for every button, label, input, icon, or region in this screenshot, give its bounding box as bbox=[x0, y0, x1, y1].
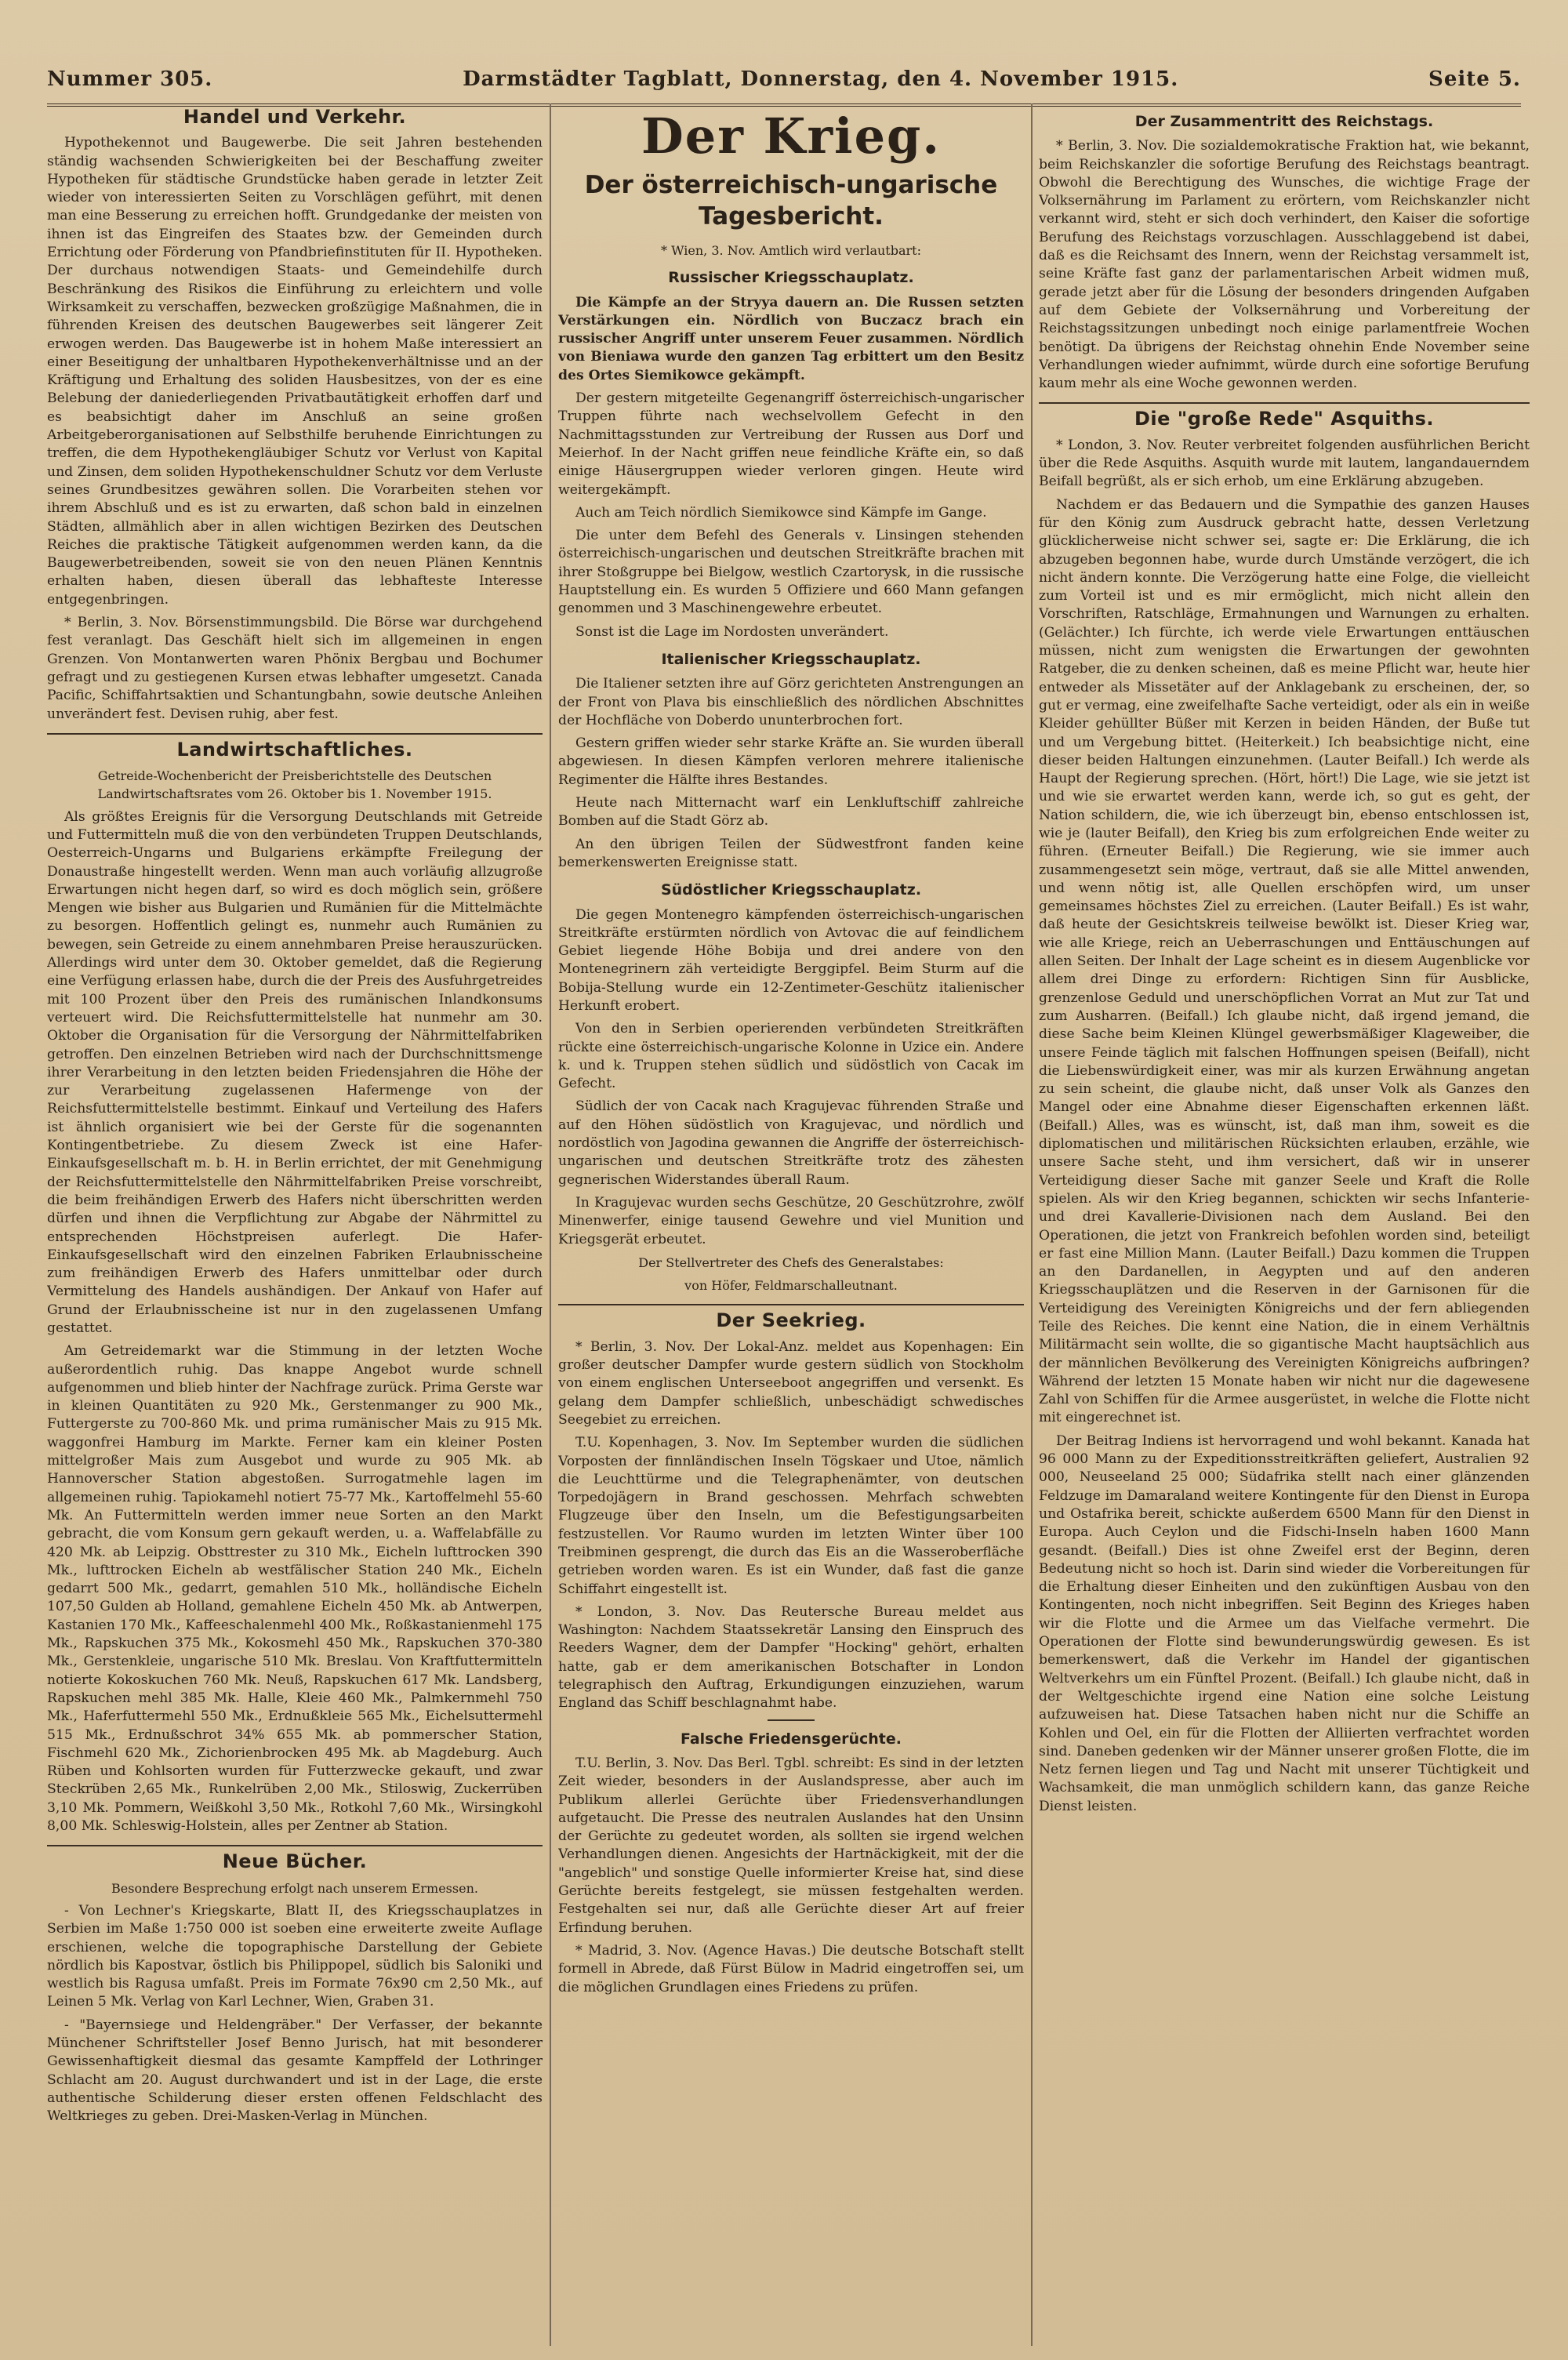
masthead bbox=[47, 60, 1521, 107]
article-paragraph: Als größtes Ereignis für die Versorgung Deutschlands mit Getreide und Futtermitteln muß die von den verbündeten Truppen Deutschlands, Oesterreich-Ungarns und Bulgariens erkämpfte Freilegung der Donaustraße hingestellt werden. Wenn man auch vorläufig allzugroße Erwartungen nicht hegen darf, so wird es doch möglich sein, größere Mengen wie bisher aus Bulgarien und Rumänien für die Mittelmächte zu besorgen. Hoffentlich gelingt es, nunmehr auch Rumänien zu bewegen, sein Getreide zu einem annehmbaren Preise herauszurücken. Allerdings wird unter dem 30. Oktober gemeldet, daß die Regierung eine Verfügung erlassen habe, durch die der Preis des Ausfuhrgetreides mit 100 Prozent über den Preis des rumänischen Inlandkonsums verteuert wird. Die Reichsfuttermittelstelle hat nunmehr am 30. Oktober die Organisation für die Versorgung der Nährmittelfabriken getroffen. Den einzelnen Betrieben wird nach der Durchschnittsmenge ihrer Verarbeitung in den letzten beiden Friedensjahren die Höhe der zur Verarbeitung zugelassenen Hafermenge von der Reichsfuttermittelstelle bestimmt. Einkauf und Verteilung des Hafers ist ähnlich organisiert wie bei der Gerste für die sogenannten Kontingentbetriebe. Zu diesem Zweck ist eine Hafer-Einkaufsgesellschaft m. b. H. in Berlin errichtet, der mit Genehmigung der Reichsfuttermittelstelle den Nährmittelfabriken Preise vorschreibt, die beim freihändigen Erwerb des Hafers nicht überschritten werden dürfen und ihnen die Verpflichtung zur Abgabe der Nährmittel zu entsprechenden Höchstpreisen auferlegt. Die Hafer-Einkaufsgesellschaft wird den einzelnen Fabriken Erlaubnisscheine zum freihändigen Erwerb des Hafers unmittelbar oder durch Vermittelung des Handels aushändigen. Der Ankauf von Hafer auf Grund der Erlaubnisscheine ist nur in den zugelassenen Umfang gestattet. bbox=[47, 808, 543, 1336]
article-paragraph: Südlich der von Cacak nach Kragujevac führenden Straße und auf den Höhen südöstlich von Kragujevac, und nördlich und nordöstlich von Jagodina gewannen die Angriffe der österreichisch-ungarischen und deutschen Streitkräfte trotz des zähesten gegnerischen Widerstandes überall Raum. bbox=[558, 1098, 1024, 1188]
article-paragraph: Hypothekennot und Baugewerbe. Die seit Jahren bestehenden ständig wachsenden Schwierigkeiten bei der Beschaffung zweiter Hypotheken für städtische Grundstücke haben gerade in letzter Zeit wieder von interessierten Seiten zu Vorschlägen geführt, mit denen man eine Besserung zu erreichen hofft. Grundgedanke der meisten von ihnen ist das Eingreifen des Staates bzw. der Gemeinden durch Errichtung oder Förderung von Pfandbriefinstituten für II. Hypotheken. Der durchaus notwendigen Staats- und Gemeindehilfe durch Beschränkung des Risikos die Einführung zu erleichtern und volle Wirksamkeit zu verschaffen, bezwecken großzügige Maßnahmen, die in führenden Kreisen des deutschen Baugewerbes seit längerer Zeit erwogen werden. Das Baugewerbe ist in hohem Maße interessiert an einer Beseitigung der unhaltbaren Hypothekenverhältnisse und an der Kräftigung und Erhaltung des soliden Hausbesitzes, von der es eine Belebung der daniederliegenden Privatbautätigkeit erhoffen darf und es beabsichtigt daher im Anschluß an seine großen Arbeitgeberorganisationen auf Selbsthilfe beruhende Einrichtungen zu treffen, die dem Hypothekengläubiger Schutz vor Verlust von Kapital und Zinsen, dem soliden Hypothekenschuldner Schutz vor dem Verluste seines Grundbesitzes gewähren sollen. Die Vorarbeiten stehen vor ihrem Abschluß und es ist zu erwarten, daß schon bald in einzelnen Städten, allmählich aber in allen wichtigen Bezirken des Deutschen Reiches die praktische Tätigkeit aufgenommen werden kann, da die Baugewerbetreibenden, soweit sie von den neuen Plänen Kenntnis erhalten haben, diesen überall das lebhafteste Interesse entgegenbringen. bbox=[47, 135, 543, 608]
column-middle bbox=[558, 103, 1024, 2346]
article-paragraph: Der gestern mitgeteilte Gegenangriff österreichisch-ungarischer Truppen führte nach wechselvollem Gefecht in den Nachmittagsstunden zur Vertreibung der Russen aus Dorf und Meierhof. In der Nacht griffen neue feindliche Kräfte ein, so daß einige Häusergruppen wieder verloren gingen. Heute wird weitergekämpft. bbox=[558, 390, 1024, 498]
divider bbox=[768, 1719, 815, 1721]
article-paragraph: * Madrid, 3. Nov. (Agence Havas.) Die deutsche Botschaft stellt formell in Abrede, daß Fürst Bülow in Madrid eingetroffen sei, um die möglichen Grundlagen eines Friedens zu prüfen. bbox=[558, 1942, 1024, 1995]
section-title-russian-front: Russischer Kriegsschauplatz. bbox=[668, 269, 914, 287]
section-title-trade: Handel und Verkehr. bbox=[183, 106, 407, 128]
article-paragraph: * London, 3. Nov. Reuter verbreitet folgenden ausführlichen Bericht über die Rede Asquiths. Asquith wurde mit lautem, langandauerndem Beifall begrüßt, als er sich erhob, um eine Erklärung abzugeben. bbox=[1039, 437, 1530, 490]
section-title-books: Neue Bücher. bbox=[222, 1850, 368, 1873]
column-rule-right bbox=[1031, 103, 1033, 2346]
article-paragraph: Nachdem er das Bedauern und die Sympathie des ganzen Hauses für den König zum Ausdruck gebracht hatte, dessen Verletzung glücklicherweise nicht schwer sei, sagte er: Die Erklärung, die ich abzugeben begonnen habe, wurde durch Umstände verzögert, die ich nicht ändern konnte. Die Verzögerung hatte eine Folge, die vielleicht zum Vorteil ist und es mir ermöglicht, mich nicht allein den Vorschriften, Ratschläge, Ermahnungen und Warnungen zu erhalten. (Gelächter.) Ich fürchte, ich werde viele Erwartungen enttäuschen müssen, nicht zum wenigsten die Erwartungen der gewohnten Ratgeber, die zu denken scheinen, daß es meine Pflicht war, heute hier entweder als Missetäter auf der Anklagebank zu erscheinen, der, so gut er vermag, eine zweifelhafte Sache verteidigt, oder als ein in weiße Kleider gehüllter Büßer mit Kerzen in beiden Händen, der Buße tut und um Vergebung bittet. (Heiterkeit.) Ich beabsichtige nicht, eine dieser beiden Haltungen einzunehmen. (Lauter Beifall.) Ich werde als Haupt der Regierung sprechen. (Hört, hört!) Die Lage, wie sie jetzt ist und wie sie erwartet werden kann, werde ich, so gut es geht, der Nation schildern, die, wie ich überzeugt bin, ebenso entschlossen ist, wie je (lauter Beifall), den Krieg bis zum erfolgreichen Ende weiter zu führen. (Erneuter Beifall.) Die Regierung, wie sie immer auch zusammengesetzt sein möge, vertraut, daß sie alle Mittel anwenden, und wenn nötig ist, alle Quellen erschöpfen wird, um unser gemeinsames höchstes Ziel zu erreichen. (Lauter Beifall.) Es ist wahr, daß heute der Gesichtskreis teilweise bewölkt ist. Dieser Krieg war, wie alle Kriege, reich an Ueberraschungen und Enttäuschungen auf allen Seiten. Der Inhalt der Lage scheint es in diesem Augenblicke vor allem drei Dinge zu erfordern: Richtigen Sinn für Ausblicke, grenzenlose Geduld und unerschöpflichen Vorrat an Mut zur Tat und zum Ausharren. (Beifall.) Ich glaube nicht, daß irgend jemand, die diese Sache beim Kleinen Klüngel gewerbsmäßiger Klageweiber, die unsere Feinde täglich mit falschen Hoffnungen speisen (Beifall), nicht die Liebenswürdigkeit einer, was mir als kurzen Erwähnung angetan zu sein scheint, die glaube nicht, daß unser Volk als Ganzes den Mangel oder eine Abnahme dieser Eigenschaften erkennen läßt. (Beifall.) Alles, was es wünscht, ist, daß man ihm, soweit es die diplomatischen und militärischen Rücksichten erlauben, erzähle, wie unsere Sache steht, und ihm versichert, daß wir in unserer Verteidigung dieser Sache mit ganzer Seele und Kraft die Rolle spielen. Als wir den Krieg begannen, schickten wir sechs Infanterie- und drei Kavallerie-Divisionen nach dem Ausland. Bei den Operationen, die jetzt von Frankreich befohlen worden sind, beteiligt er fast eine Million Mann. (Lauter Beifall.) Dazu kommen die Truppen an den Dardanellen, in Aegypten und auf den anderen Kriegsschauplätzen und die Reserven in der Garnisonen für die Verteidigung des Vereinigten Königreichs und der fern abliegenden Teile des Reiches. Die kennt eine Nation, die in einem Verhältnis Militärmacht sein wollte, die so gigantische Macht hauptsächlich aus der männlichen Bevölkerung des Vereinigten Königreichs aufbringen? Während der letzten 15 Monate haben wir nicht nur die dagewesene Zahl von Schiffen für die Armee ausgerüstet, in welche die Flotte nicht mit eingerechnet ist. bbox=[1039, 496, 1530, 1426]
article-paragraph: Der Beitrag Indiens ist hervorragend und wohl bekannt. Kanada hat 96 000 Mann zu der Expeditionsstreitkräften geliefert, Australien 92 000, Neuseeland 25 000; Südafrika stellt nach einer glänzenden Feldzuge im Damaraland weitere Kontingente für den Dienst in Europa und Ostafrika bereit, schickte außerdem 6500 Mann für den Dienst in Europa. Auch Ceylon und die Fidschi-Inseln haben 1600 Mann gesandt. (Beifall.) Dies ist ohne Zweifel erst der Beginn, deren Bedeutung nicht so hoch ist. Darin sind wieder die Vorbereitungen für die Erhaltung dieser Einheiten und den zukünftigen Ausbau von den Kontingenten, noch nicht inbegriffen. Seit Beginn des Krieges haben wir die Flotte und die Armee um das Vielfache vermehrt. Die Operationen der Flotte sind bewunderungswürdig gewesen. Es ist bemerkenswert, daß die Verkehr im Handel der gigantischen Weltverkehrs um ein Fünftel Prozent. (Beifall.) Ich glaube nicht, daß in der Weltgeschichte irgend eine Nation eine solche Leistung aufzuweisen hat. Diese Tatsachen haben nicht nur die Schiffe an Kohlen und Oel, ein für die Flotten der Alliierten verfrachtet worden sind. Daneben gedenken wir der Männer unserer großen Flotte, die im Netz fernen liegen und Tag und Nacht mit unserer Tüchtigkeit und Wachsamkeit, die man unmöglich schildern kann, das ganze Reiche Dienst leisten. bbox=[1039, 1432, 1530, 1814]
signature-name: von Höfer, Feldmarschalleutnant. bbox=[684, 1278, 898, 1294]
article-paragraph: An den übrigen Teilen der Südwestfront fanden keine bemerkenswerten Ereignisse statt. bbox=[558, 836, 1024, 870]
article-paragraph: * London, 3. Nov. Das Reutersche Bureau meldet aus Washington: Nachdem Staatssekretär Lansing den Einspruch des Reeders Wagner, dem der Dampfer "Hocking" gehört, erhalten hatte, gab er dem amerikanischen Botschafter in London telegraphisch den Auftrag, Erkundigungen einzuziehen, warum England das Schiff beschlagnahmt habe. bbox=[558, 1603, 1024, 1712]
section-title-southeast-front: Südöstlicher Kriegsschauplatz. bbox=[660, 881, 922, 899]
divider bbox=[47, 733, 543, 735]
divider bbox=[47, 1845, 543, 1846]
article-paragraph: Heute nach Mitternacht warf ein Lenkluftschiff zahlreiche Bomben auf die Stadt Görz ab. bbox=[558, 795, 1024, 830]
section-title-reichstag: Der Zusammentritt des Reichstags. bbox=[1134, 113, 1434, 130]
column-rule-left bbox=[550, 103, 551, 2346]
article-paragraph: * Berlin, 3. Nov. Der Lokal-Anz. meldet aus Kopenhagen: Ein großer deutscher Dampfer wurde gestern südlich von Stockholm von einem englischen Unterseeboot angegriffen und versenkt. Es gelang dem Dampfer schließlich, unbeschädigt schwedisches Seegebiet zu erreichen. bbox=[558, 1338, 1024, 1428]
section-title-agriculture: Landwirtschaftliches. bbox=[176, 738, 413, 761]
section-title-asquith-speech: Die "große Rede" Asquiths. bbox=[1134, 408, 1435, 430]
newspaper-title-date: Darmstädter Tagblatt, Donnerstag, den 4. November 1915. bbox=[463, 67, 1179, 91]
article-paragraph: - Von Lechner's Kriegskarte, Blatt II, des Kriegsschauplatzes in Serbien im Maße 1:750 000 ist soeben eine erweiterte zweite Auflage erschienen, welche die topographische Darstellung der Gebiete nördlich bis Kapostvar, östlich bis Philippopel, südlich bis Saloniki und westlich bis Ragusa umfaßt. Preis im Formate 76x90 cm 2,50 Mk., auf Leinen 5 Mk. Verlag von Karl Lechner, Wien, Graben 31. bbox=[47, 1902, 543, 2010]
column-left bbox=[47, 103, 543, 2346]
article-paragraph: Am Getreidemarkt war die Stimmung in der letzten Woche außerordentlich ruhig. Das knappe Angebot wurde schnell aufgenommen und blieb hinter der Nachfrage zurück. Prima Gerste war in kleinen Quantitäten zu 920 Mk., Gerstenmanger zu 900 Mk., Futtergerste zu 700-860 Mk. und prima rumänischer Mais zu 915 Mk. waggonfrei Hamburg im Markte. Ferner kam ein kleiner Posten mittelgroßer Mais zum Ausgebot und wurde zu 905 Mk. ab Hannoverscher Station abgestoßen. Surrogatmehle lagen im allgemeinen ruhig. Tapiokamehl notiert 75-77 Mk., Kartoffelmehl 55-60 Mk. An Futtermitteln werden immer neue Sorten an den Markt gebracht, die vom Konsum gern gekauft werden, u. a. Waffelabfälle zu 420 Mk. ab Leipzig. Obsttrester zu 310 Mk., Eicheln lufttrocken 390 Mk., lufttrocken Eicheln ab westfälischer Station 240 Mk., Eicheln gedarrt 500 Mk., gedarrt, gemahlen 510 Mk., holländische Eicheln 107,50 Gulden ab Holland, gemahlene Eicheln 450 Mk. ab Antwerpen, Kastanien 170 Mk., Kaffeeschalenmehl 400 Mk., Roßkastanienmehl 175 Mk., Rapskuchen 375 Mk., Kokosmehl 450 Mk., Rapskuchen 370-380 Mk., Gerstenkleie, ungarische 510 Mk. Breslau. Von Kraftfuttermitteln notierte Kokoskuchen 760 Mk. Neuß, Rapskuchen 617 Mk. Landsberg, Rapskuchen mehl 385 Mk. Halle, Kleie 460 Mk., Palmkernmehl 750 Mk., Haferfuttermehl 550 Mk., Erdnußkleie 565 Mk., Eichelsuttermehl 515 Mk., Erdnußschrot 34% 655 Mk. ab pommerscher Station, Fischmehl 620 Mk., Zichorienbrocken 495 Mk. ab Magdeburg. Auch Rüben und Kohlsorten wurden für Futterzwecke gekauft, und zwar Steckrüben 2,65 Mk., Runkelrüben 2,00 Mk., Stiloswig, Zuckerrüben 3,10 Mk. Pommern, Weißkohl 3,50 Mk., Rotkohl 7,60 Mk., Wirsingkohl 8,00 Mk. Schleswig-Holstein, alles per Zentner ab Station. bbox=[47, 1343, 543, 1835]
headline-austro-hungarian-report: Der österreichisch-ungarische Tagesbericht. bbox=[584, 171, 998, 231]
article-paragraph: Die Kämpfe an der Stryya dauern an. Die Russen setzten Verstärkungen ein. Nördlich von Buczacz brach ein russischer Angriff unter unserem Feuer zusammen. Nördlich von Bieniawa wurde den ganzen Tag erbittert um den Besitz des Ortes Siemikowce gekämpft. bbox=[558, 294, 1024, 383]
page-number: Seite 5. bbox=[1428, 67, 1521, 91]
headline-war: Der Krieg. bbox=[641, 107, 941, 165]
article-paragraph: Die Italiener setzten ihre auf Görz gerichteten Anstrengungen an der Front von Plava bis einschließlich des nördlichen Abschnittes der Hochfläche von Doberdo ununterbrochen fort. bbox=[558, 676, 1024, 728]
article-paragraph: * Berlin, 3. Nov. Börsenstimmungsbild. Die Börse war durchgehend fest veranlagt. Das Geschäft hielt sich im allgemeinen in engen Grenzen. Von Montanwerten waren Phönix Bergbau und Bochumer gefragt und zu gestiegenen Kursen etwas lebhafter umgesetzt. Canada Pacific, Schiffahrtsaktien und Schantungbahn, sowie deutsche Anleihen unverändert fest. Devisen ruhig, aber fest. bbox=[47, 615, 543, 722]
column-right bbox=[1039, 103, 1530, 2346]
article-paragraph: Auch am Teich nördlich Siemikowce sind Kämpfe im Gange. bbox=[575, 504, 987, 521]
article-subtitle: Getreide-Wochenbericht der Preisberichtstelle des Deutschen Landwirtschaftsrates vom 26. Oktober bis 1. November 1915. bbox=[97, 768, 492, 802]
article-paragraph: * Berlin, 3. Nov. Die sozialdemokratische Fraktion hat, wie bekannt, beim Reichskanzler die sofortige Berufung des Reichstags beantragt. Obwohl die Berechtigung des Wunsches, die wichtige Frage der Volksernährung im Parlament zu erörtern, vom Reichskanzler nicht verkannt wird, steht er sich doch verhindert, den Kaiser die sofortige Berufung des Reichstags vorzuschlagen. Ausschlaggebend ist dabei, daß es die Reichsamt des Innern, wenn der Reichstag versammelt ist, seine Kräfte fast ganz der parlamentarischen Arbeit widmen muß, gerade jetzt aber für die Lösung der besonders dringenden Aufgaben auf dem Gebiete der Volksernährung und Vorbereitung der Reichstagssitzungen unbedingt noch einige parlamentfreie Wochen benötigt. Da übrigens der Reichstag ohnehin Ende November seine Verhandlungen wieder aufnimmt, würde durch eine sofortige Berufung kaum mehr als eine Woche gewonnen werden. bbox=[1039, 138, 1530, 392]
section-note: Besondere Besprechung erfolgt nach unserem Ermessen. bbox=[111, 1880, 478, 1896]
dispatch-lead: * Wien, 3. Nov. Amtlich wird verlautbart: bbox=[661, 243, 921, 258]
article-paragraph: Sonst ist die Lage im Nordosten unverändert. bbox=[575, 623, 889, 640]
article-paragraph: T.U. Kopenhagen, 3. Nov. Im September wurden die südlichen Vorposten der finnländischen Inseln Tögskaer und Utoe, nämlich die Leuchttürme und die Telegraphenämter, von deutschen Torpedojägern in Brand geschossen. Mehrfach schwebten Flugzeuge über den Inseln, um die Befestigungsarbeiten festzustellen. Vor Raumo wurden im letzten Winter über 100 Treibminen gesprengt, die durch das Eis an die Wasseroberfläche getrieben worden waren. Es ist ein Wunder, daß fast die ganze Schiffahrt eingestellt ist. bbox=[558, 1435, 1024, 1597]
section-title-naval-war: Der Seekrieg. bbox=[716, 1309, 866, 1332]
article-paragraph: Die gegen Montenegro kämpfenden österreichisch-ungarischen Streitkräfte erstürmten nördlich von Avtovac die auf feindlichem Gebiet liegende Höhe Bobija und drei andere von den Montenegrinern zäh verteidigte Berggipfel. Beim Sturm auf die Bobija-Stellung wurde ein 12-Zentimeter-Geschütz italienischer Herkunft erobert. bbox=[558, 906, 1024, 1014]
signature-line: Der Stellvertreter des Chefs des Generalstabes: bbox=[638, 1254, 944, 1270]
divider bbox=[1039, 402, 1530, 404]
section-title-false-peace-rumors: Falsche Friedensgerüchte. bbox=[680, 1730, 902, 1748]
article-paragraph: In Kragujevac wurden sechs Geschütze, 20 Geschützrohre, zwölf Minenwerfer, einige tausend Gewehre und viel Munition und Kriegsgerät erbeutet. bbox=[558, 1194, 1024, 1247]
article-paragraph: Von den in Serbien operierenden verbündeten Streitkräften rückte eine österreichisch-ungarische Kolonne in Uzice ein. Andere k. und k. Truppen stehen südlich und südöstlich von Cacak im Gefecht. bbox=[558, 1021, 1024, 1092]
section-title-italian-front: Italienischer Kriegsschauplatz. bbox=[661, 650, 921, 668]
divider bbox=[558, 1304, 1024, 1305]
article-paragraph: Die unter dem Befehl des Generals v. Linsingen stehenden österreichisch-ungarischen und deutschen Streitkräfte brachen mit ihrer Stoßgruppe bei Bielgow, westlich Czartorysk, in die russische Hauptstellung ein. Es wurden 5 Offiziere und 660 Mann gefangen genommen und 3 Maschinengewehre erbeutet. bbox=[558, 528, 1024, 617]
article-paragraph: Gestern griffen wieder sehr starke Kräfte an. Sie wurden überall abgewiesen. In diesen Kämpfen verloren mehrere italienische Regimenter die Hälfte ihres Bestandes. bbox=[558, 735, 1024, 788]
issue-number: Nummer 305. bbox=[47, 67, 213, 91]
article-paragraph: T.U. Berlin, 3. Nov. Das Berl. Tgbl. schreibt: Es sind in der letzten Zeit wieder, besonders in der Auslandspresse, aber auch im Publikum allerlei Gerüchte über Friedensverhandlungen aufgetaucht. Die Presse des neutralen Auslandes hat den Unsinn der Gerüchte zu gedeutet worden, als sollten sie irgend welchen Verhandlungen dienen. Angesichts der Hartnäckigkeit, mit der die "angeblich" und sonstige Quelle informierter Kreise hat, sind diese Gerüchte bereits festgelegt, sie müssen festgehalten werden. Festgehalten sei nur, daß alle Gerüchte dieser Art auf freier Erfindung beruhen. bbox=[558, 1755, 1024, 1936]
article-paragraph: - "Bayernsiege und Heldengräber." Der Verfasser, der bekannte Münchener Schriftsteller Josef Benno Jurisch, hat mit besonderer Gewissenhaftigkeit diesmal das gesamte Kampffeld der Lothringer Schlacht am 20. August durchwandert und ist in der Lage, die erste authentische Schilderung dieser ersten offenen Feldschlacht des Weltkrieges zu geben. Drei-Masken-Verlag in München. bbox=[47, 2017, 543, 2125]
